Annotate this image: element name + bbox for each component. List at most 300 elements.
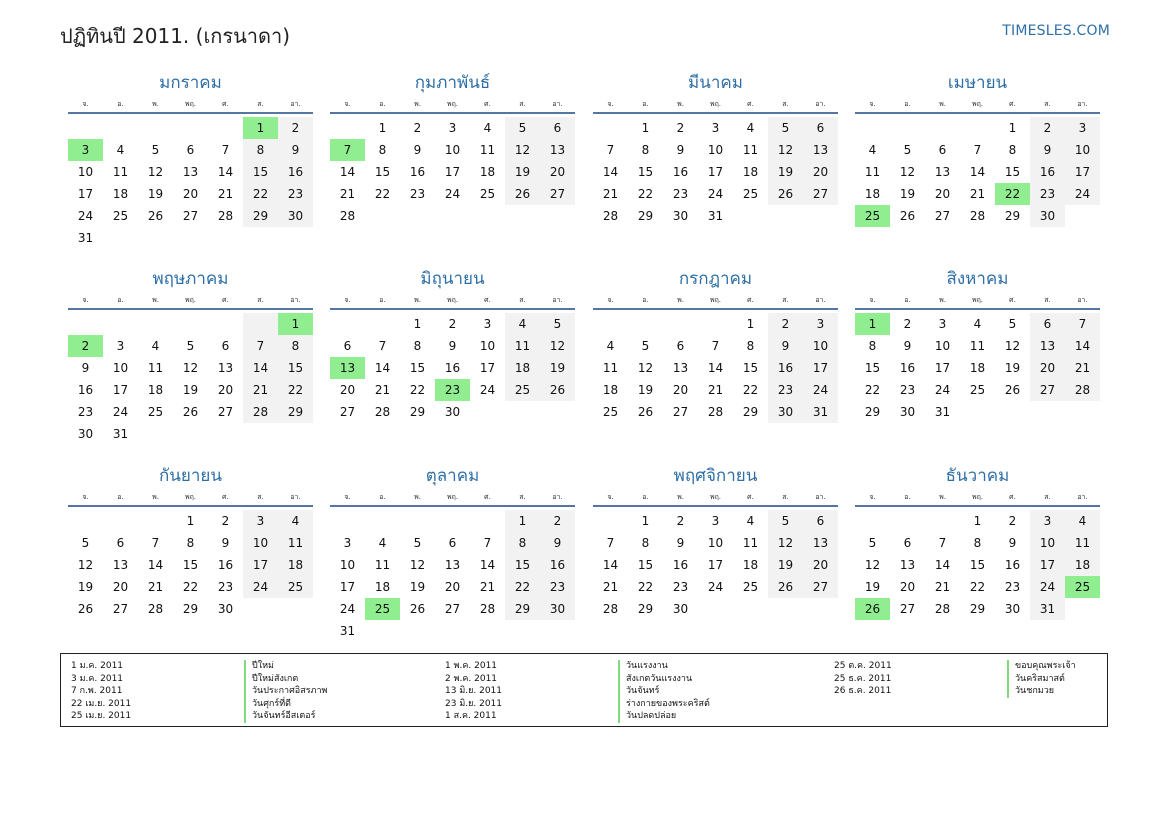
day-cell[interactable]: 11	[602, 361, 619, 375]
day-cell[interactable]: 19	[864, 580, 881, 594]
site-link[interactable]: TIMESLES.COM	[1002, 23, 1110, 39]
day-cell[interactable]: 10	[1030, 532, 1065, 554]
day-cell[interactable]: 29	[637, 602, 654, 616]
day-cell[interactable]: 2	[221, 514, 230, 528]
day-cell[interactable]: 3	[1030, 510, 1065, 532]
day-cell[interactable]: 30	[77, 427, 94, 441]
day-cell[interactable]: 22	[409, 383, 426, 397]
day-cell[interactable]: 1	[413, 317, 422, 331]
day-cell[interactable]: 30	[217, 602, 234, 616]
day-cell[interactable]: 8	[505, 532, 540, 554]
day-cell[interactable]: 11	[742, 536, 759, 550]
day-cell[interactable]: 18	[742, 558, 759, 572]
day-cell-holiday[interactable]: 25	[1065, 576, 1100, 598]
day-cell[interactable]: 9	[676, 536, 685, 550]
day-cell[interactable]: 11	[374, 558, 391, 572]
day-cell[interactable]: 10	[479, 339, 496, 353]
day-cell[interactable]: 26	[540, 379, 575, 401]
day-cell[interactable]: 31	[77, 231, 94, 245]
day-cell[interactable]: 17	[707, 165, 724, 179]
day-cell[interactable]: 1	[505, 510, 540, 532]
day-cell[interactable]: 9	[448, 339, 457, 353]
day-cell[interactable]: 28	[707, 405, 724, 419]
day-cell[interactable]: 27	[182, 209, 199, 223]
day-cell[interactable]: 21	[707, 383, 724, 397]
day-cell[interactable]: 27	[1030, 379, 1065, 401]
day-cell[interactable]: 18	[112, 187, 129, 201]
day-cell[interactable]: 24	[934, 383, 951, 397]
day-cell[interactable]: 13	[899, 558, 916, 572]
day-cell-holiday[interactable]: 1	[243, 117, 278, 139]
day-cell[interactable]: 25	[602, 405, 619, 419]
day-cell[interactable]: 9	[221, 536, 230, 550]
day-cell[interactable]: 24	[479, 383, 496, 397]
day-cell[interactable]: 12	[540, 335, 575, 357]
day-cell[interactable]: 17	[243, 554, 278, 576]
day-cell[interactable]: 19	[1004, 361, 1021, 375]
day-cell[interactable]: 23	[899, 383, 916, 397]
day-cell[interactable]: 19	[182, 383, 199, 397]
day-cell[interactable]: 2	[903, 317, 912, 331]
day-cell[interactable]: 7	[221, 143, 230, 157]
day-cell[interactable]: 20	[803, 554, 838, 576]
day-cell[interactable]: 23	[540, 576, 575, 598]
day-cell[interactable]: 3	[448, 121, 457, 135]
day-cell[interactable]: 30	[1004, 602, 1021, 616]
day-cell[interactable]: 24	[707, 580, 724, 594]
day-cell[interactable]: 14	[374, 361, 391, 375]
day-cell[interactable]: 10	[444, 143, 461, 157]
day-cell[interactable]: 8	[413, 339, 422, 353]
day-cell[interactable]: 25	[112, 209, 129, 223]
day-cell[interactable]: 8	[973, 536, 982, 550]
day-cell-holiday[interactable]: 25	[855, 205, 890, 227]
day-cell[interactable]: 15	[278, 357, 313, 379]
day-cell[interactable]: 4	[606, 339, 615, 353]
day-cell[interactable]: 27	[899, 602, 916, 616]
day-cell[interactable]: 16	[1004, 558, 1021, 572]
day-cell[interactable]: 29	[742, 405, 759, 419]
day-cell[interactable]: 28	[934, 602, 951, 616]
day-cell[interactable]: 17	[479, 361, 496, 375]
day-cell[interactable]: 14	[1065, 335, 1100, 357]
day-cell[interactable]: 21	[934, 580, 951, 594]
day-cell[interactable]: 6	[676, 339, 685, 353]
day-cell[interactable]: 1	[1008, 121, 1017, 135]
day-cell[interactable]: 8	[243, 139, 278, 161]
day-cell[interactable]: 11	[969, 339, 986, 353]
day-cell[interactable]: 31	[112, 427, 129, 441]
day-cell[interactable]: 23	[1030, 183, 1065, 205]
day-cell[interactable]: 15	[182, 558, 199, 572]
day-cell[interactable]: 14	[243, 357, 278, 379]
day-cell[interactable]: 17	[77, 187, 94, 201]
day-cell[interactable]: 20	[182, 187, 199, 201]
day-cell[interactable]: 26	[409, 602, 426, 616]
day-cell[interactable]: 27	[803, 183, 838, 205]
day-cell-holiday[interactable]: 13	[330, 357, 365, 379]
day-cell[interactable]: 18	[278, 554, 313, 576]
day-cell[interactable]: 14	[339, 165, 356, 179]
day-cell[interactable]: 12	[182, 361, 199, 375]
day-cell[interactable]: 6	[903, 536, 912, 550]
day-cell[interactable]: 12	[77, 558, 94, 572]
day-cell[interactable]: 3	[803, 313, 838, 335]
day-cell[interactable]: 13	[112, 558, 129, 572]
day-cell[interactable]: 1	[641, 121, 650, 135]
day-cell[interactable]: 22	[505, 576, 540, 598]
day-cell[interactable]: 27	[803, 576, 838, 598]
day-cell[interactable]: 13	[803, 532, 838, 554]
day-cell[interactable]: 16	[278, 161, 313, 183]
day-cell[interactable]: 7	[938, 536, 947, 550]
day-cell[interactable]: 6	[803, 117, 838, 139]
day-cell[interactable]: 19	[505, 161, 540, 183]
day-cell[interactable]: 31	[1030, 598, 1065, 620]
day-cell[interactable]: 20	[444, 580, 461, 594]
day-cell-holiday[interactable]: 26	[855, 598, 890, 620]
day-cell[interactable]: 9	[903, 339, 912, 353]
day-cell[interactable]: 20	[672, 383, 689, 397]
day-cell[interactable]: 4	[1065, 510, 1100, 532]
day-cell[interactable]: 30	[540, 598, 575, 620]
day-cell[interactable]: 10	[707, 536, 724, 550]
day-cell[interactable]: 6	[221, 339, 230, 353]
day-cell[interactable]: 3	[343, 536, 352, 550]
day-cell[interactable]: 14	[479, 558, 496, 572]
day-cell[interactable]: 5	[151, 143, 160, 157]
day-cell[interactable]: 15	[864, 361, 881, 375]
day-cell[interactable]: 6	[186, 143, 195, 157]
day-cell-holiday[interactable]: 7	[330, 139, 365, 161]
day-cell[interactable]: 12	[1004, 339, 1021, 353]
day-cell[interactable]: 1	[973, 514, 982, 528]
day-cell[interactable]: 17	[934, 361, 951, 375]
day-cell[interactable]: 23	[217, 580, 234, 594]
day-cell[interactable]: 16	[1030, 161, 1065, 183]
day-cell[interactable]: 2	[676, 121, 685, 135]
day-cell[interactable]: 15	[1004, 165, 1021, 179]
day-cell[interactable]: 29	[409, 405, 426, 419]
day-cell[interactable]: 10	[803, 335, 838, 357]
day-cell[interactable]: 4	[746, 121, 755, 135]
day-cell[interactable]: 25	[969, 383, 986, 397]
day-cell[interactable]: 16	[672, 165, 689, 179]
day-cell[interactable]: 12	[864, 558, 881, 572]
day-cell[interactable]: 28	[602, 209, 619, 223]
day-cell[interactable]: 1	[746, 317, 755, 331]
day-cell[interactable]: 16	[77, 383, 94, 397]
day-cell[interactable]: 14	[969, 165, 986, 179]
day-cell-holiday[interactable]: 22	[995, 183, 1030, 205]
day-cell[interactable]: 5	[186, 339, 195, 353]
day-cell[interactable]: 15	[969, 558, 986, 572]
day-cell[interactable]: 19	[147, 187, 164, 201]
day-cell[interactable]: 26	[182, 405, 199, 419]
day-cell[interactable]: 11	[278, 532, 313, 554]
day-cell[interactable]: 4	[278, 510, 313, 532]
day-cell[interactable]: 28	[602, 602, 619, 616]
day-cell[interactable]: 13	[444, 558, 461, 572]
day-cell[interactable]: 23	[409, 187, 426, 201]
day-cell[interactable]: 10	[707, 143, 724, 157]
day-cell[interactable]: 25	[742, 580, 759, 594]
day-cell[interactable]: 13	[217, 361, 234, 375]
day-cell[interactable]: 21	[217, 187, 234, 201]
day-cell[interactable]: 4	[116, 143, 125, 157]
day-cell[interactable]: 12	[768, 139, 803, 161]
day-cell[interactable]: 8	[868, 339, 877, 353]
day-cell[interactable]: 2	[676, 514, 685, 528]
day-cell-holiday[interactable]: 23	[435, 379, 470, 401]
day-cell[interactable]: 22	[182, 580, 199, 594]
day-cell[interactable]: 7	[151, 536, 160, 550]
day-cell[interactable]: 3	[483, 317, 492, 331]
day-cell[interactable]: 18	[864, 187, 881, 201]
day-cell[interactable]: 20	[217, 383, 234, 397]
day-cell[interactable]: 11	[742, 143, 759, 157]
day-cell[interactable]: 23	[1004, 580, 1021, 594]
day-cell[interactable]: 29	[969, 602, 986, 616]
day-cell[interactable]: 26	[505, 183, 540, 205]
day-cell[interactable]: 1	[186, 514, 195, 528]
day-cell[interactable]: 23	[768, 379, 803, 401]
day-cell[interactable]: 20	[803, 161, 838, 183]
day-cell[interactable]: 10	[112, 361, 129, 375]
day-cell[interactable]: 24	[1030, 576, 1065, 598]
day-cell[interactable]: 28	[969, 209, 986, 223]
day-cell[interactable]: 5	[505, 117, 540, 139]
day-cell[interactable]: 6	[343, 339, 352, 353]
day-cell[interactable]: 6	[448, 536, 457, 550]
day-cell[interactable]: 30	[278, 205, 313, 227]
day-cell[interactable]: 9	[768, 335, 803, 357]
day-cell[interactable]: 4	[483, 121, 492, 135]
day-cell[interactable]: 18	[374, 580, 391, 594]
day-cell[interactable]: 16	[899, 361, 916, 375]
day-cell[interactable]: 15	[243, 161, 278, 183]
day-cell[interactable]: 10	[934, 339, 951, 353]
day-cell[interactable]: 10	[243, 532, 278, 554]
day-cell[interactable]: 19	[77, 580, 94, 594]
day-cell[interactable]: 20	[339, 383, 356, 397]
day-cell[interactable]: 1	[641, 514, 650, 528]
day-cell[interactable]: 28	[147, 602, 164, 616]
day-cell[interactable]: 10	[339, 558, 356, 572]
day-cell[interactable]: 5	[768, 117, 803, 139]
day-cell[interactable]: 3	[938, 317, 947, 331]
day-cell[interactable]: 17	[1030, 554, 1065, 576]
day-cell[interactable]: 11	[479, 143, 496, 157]
day-cell[interactable]: 6	[116, 536, 125, 550]
day-cell[interactable]: 29	[1004, 209, 1021, 223]
day-cell[interactable]: 27	[339, 405, 356, 419]
day-cell[interactable]: 4	[868, 143, 877, 157]
day-cell[interactable]: 21	[969, 187, 986, 201]
day-cell[interactable]: 28	[339, 209, 356, 223]
day-cell[interactable]: 28	[217, 209, 234, 223]
day-cell[interactable]: 5	[81, 536, 90, 550]
day-cell[interactable]: 26	[147, 209, 164, 223]
day-cell[interactable]: 20	[1030, 357, 1065, 379]
day-cell[interactable]: 7	[711, 339, 720, 353]
day-cell[interactable]: 23	[672, 580, 689, 594]
day-cell[interactable]: 22	[969, 580, 986, 594]
day-cell[interactable]: 26	[1004, 383, 1021, 397]
day-cell[interactable]: 16	[409, 165, 426, 179]
day-cell[interactable]: 5	[641, 339, 650, 353]
day-cell[interactable]: 7	[606, 143, 615, 157]
day-cell[interactable]: 14	[934, 558, 951, 572]
day-cell[interactable]: 19	[768, 161, 803, 183]
day-cell[interactable]: 4	[505, 313, 540, 335]
day-cell[interactable]: 29	[864, 405, 881, 419]
day-cell[interactable]: 22	[243, 183, 278, 205]
day-cell[interactable]: 5	[768, 510, 803, 532]
day-cell[interactable]: 8	[641, 536, 650, 550]
day-cell[interactable]: 20	[540, 161, 575, 183]
day-cell[interactable]: 14	[707, 361, 724, 375]
day-cell[interactable]: 29	[243, 205, 278, 227]
day-cell[interactable]: 26	[768, 576, 803, 598]
day-cell[interactable]: 9	[278, 139, 313, 161]
day-cell[interactable]: 19	[409, 580, 426, 594]
day-cell[interactable]: 5	[903, 143, 912, 157]
day-cell[interactable]: 28	[479, 602, 496, 616]
day-cell[interactable]: 6	[540, 117, 575, 139]
day-cell[interactable]: 7	[483, 536, 492, 550]
day-cell[interactable]: 17	[112, 383, 129, 397]
day-cell[interactable]: 20	[899, 580, 916, 594]
day-cell[interactable]: 9	[540, 532, 575, 554]
day-cell[interactable]: 13	[540, 139, 575, 161]
day-cell[interactable]: 16	[444, 361, 461, 375]
day-cell[interactable]: 11	[505, 335, 540, 357]
day-cell[interactable]: 22	[278, 379, 313, 401]
day-cell[interactable]: 25	[505, 379, 540, 401]
day-cell[interactable]: 12	[899, 165, 916, 179]
day-cell[interactable]: 4	[973, 317, 982, 331]
day-cell[interactable]: 3	[116, 339, 125, 353]
day-cell[interactable]: 22	[864, 383, 881, 397]
day-cell[interactable]: 24	[77, 209, 94, 223]
day-cell[interactable]: 22	[374, 187, 391, 201]
day-cell[interactable]: 31	[803, 401, 838, 423]
day-cell[interactable]: 4	[151, 339, 160, 353]
day-cell[interactable]: 21	[602, 580, 619, 594]
day-cell[interactable]: 27	[934, 209, 951, 223]
day-cell[interactable]: 8	[186, 536, 195, 550]
day-cell[interactable]: 29	[505, 598, 540, 620]
day-cell[interactable]: 18	[479, 165, 496, 179]
day-cell[interactable]: 2	[540, 510, 575, 532]
day-cell[interactable]: 6	[1030, 313, 1065, 335]
day-cell[interactable]: 21	[602, 187, 619, 201]
day-cell[interactable]: 26	[77, 602, 94, 616]
day-cell-holiday[interactable]: 25	[365, 598, 400, 620]
day-cell[interactable]: 24	[803, 379, 838, 401]
day-cell[interactable]: 19	[899, 187, 916, 201]
day-cell[interactable]: 22	[637, 580, 654, 594]
day-cell[interactable]: 12	[147, 165, 164, 179]
day-cell[interactable]: 18	[1065, 554, 1100, 576]
day-cell[interactable]: 21	[243, 379, 278, 401]
day-cell[interactable]: 10	[1065, 139, 1100, 161]
day-cell[interactable]: 29	[278, 401, 313, 423]
day-cell[interactable]: 15	[637, 165, 654, 179]
day-cell[interactable]: 18	[742, 165, 759, 179]
day-cell[interactable]: 21	[339, 187, 356, 201]
day-cell[interactable]: 13	[182, 165, 199, 179]
day-cell[interactable]: 15	[374, 165, 391, 179]
day-cell[interactable]: 24	[112, 405, 129, 419]
day-cell[interactable]: 17	[803, 357, 838, 379]
day-cell[interactable]: 23	[77, 405, 94, 419]
day-cell[interactable]: 13	[1030, 335, 1065, 357]
day-cell[interactable]: 5	[413, 536, 422, 550]
day-cell[interactable]: 19	[637, 383, 654, 397]
day-cell[interactable]: 8	[746, 339, 755, 353]
day-cell-holiday[interactable]: 1	[278, 313, 313, 335]
day-cell[interactable]: 8	[1008, 143, 1017, 157]
day-cell[interactable]: 16	[540, 554, 575, 576]
day-cell[interactable]: 27	[540, 183, 575, 205]
day-cell[interactable]: 14	[147, 558, 164, 572]
day-cell[interactable]: 28	[243, 401, 278, 423]
day-cell[interactable]: 10	[77, 165, 94, 179]
day-cell[interactable]: 26	[768, 183, 803, 205]
day-cell[interactable]: 19	[540, 357, 575, 379]
day-cell[interactable]: 4	[746, 514, 755, 528]
day-cell[interactable]: 30	[899, 405, 916, 419]
day-cell[interactable]: 24	[1065, 183, 1100, 205]
day-cell[interactable]: 18	[969, 361, 986, 375]
day-cell[interactable]: 6	[938, 143, 947, 157]
day-cell[interactable]: 3	[1065, 117, 1100, 139]
day-cell[interactable]: 15	[742, 361, 759, 375]
day-cell[interactable]: 23	[672, 187, 689, 201]
day-cell[interactable]: 12	[637, 361, 654, 375]
day-cell[interactable]: 23	[278, 183, 313, 205]
day-cell[interactable]: 26	[899, 209, 916, 223]
day-cell[interactable]: 3	[711, 514, 720, 528]
day-cell-holiday[interactable]: 1	[855, 313, 890, 335]
day-cell[interactable]: 13	[672, 361, 689, 375]
day-cell[interactable]: 17	[339, 580, 356, 594]
day-cell[interactable]: 9	[676, 143, 685, 157]
day-cell[interactable]: 27	[672, 405, 689, 419]
day-cell[interactable]: 16	[768, 357, 803, 379]
day-cell-holiday[interactable]: 2	[68, 335, 103, 357]
day-cell[interactable]: 28	[1065, 379, 1100, 401]
day-cell[interactable]: 22	[742, 383, 759, 397]
day-cell[interactable]: 7	[378, 339, 387, 353]
day-cell[interactable]: 1	[378, 121, 387, 135]
day-cell[interactable]: 31	[707, 209, 724, 223]
day-cell[interactable]: 15	[637, 558, 654, 572]
day-cell[interactable]: 24	[707, 187, 724, 201]
day-cell[interactable]: 9	[81, 361, 90, 375]
day-cell[interactable]: 15	[505, 554, 540, 576]
day-cell[interactable]: 9	[1008, 536, 1017, 550]
day-cell[interactable]: 8	[278, 335, 313, 357]
day-cell[interactable]: 29	[182, 602, 199, 616]
day-cell[interactable]: 5	[540, 313, 575, 335]
day-cell[interactable]: 7	[1065, 313, 1100, 335]
day-cell[interactable]: 29	[637, 209, 654, 223]
day-cell[interactable]: 11	[864, 165, 881, 179]
day-cell[interactable]: 11	[112, 165, 129, 179]
